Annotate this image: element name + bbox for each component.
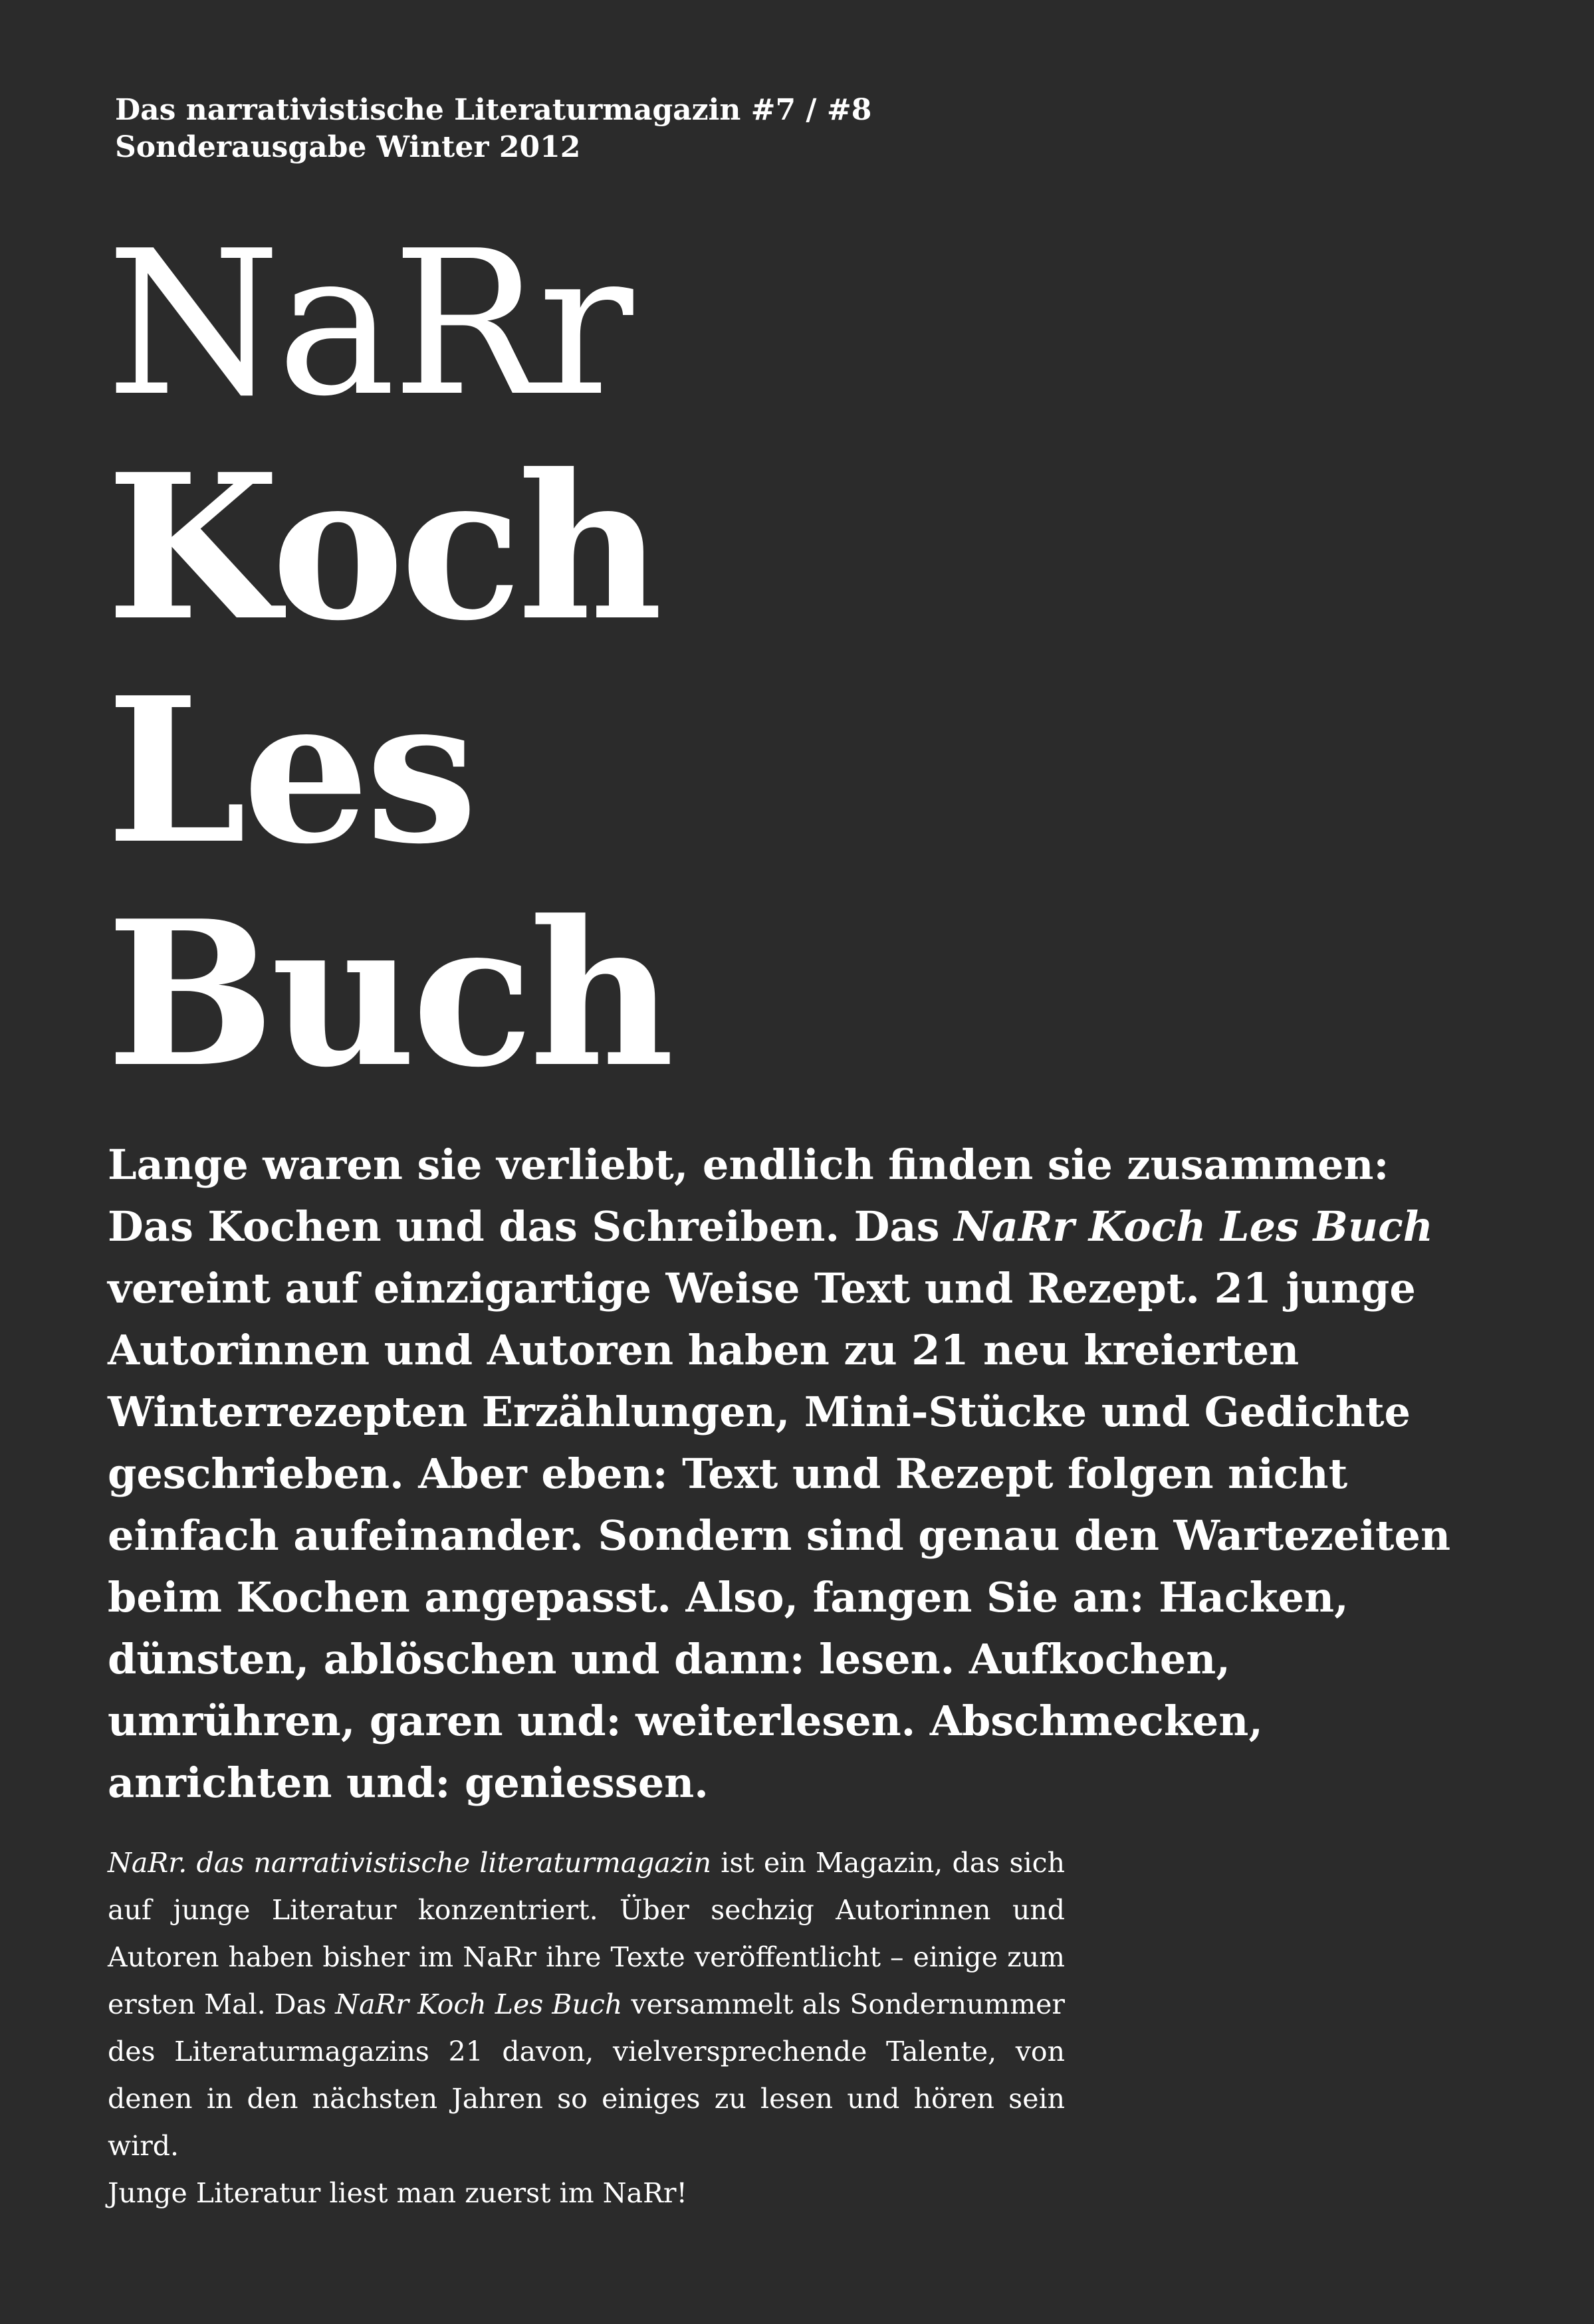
title-line-koch: Koch (106, 430, 659, 665)
lead-part-2: vereint auf einzigartige Weise Text und Rezept. 21 junge Autorinnen und Autoren haben zu 21 neu kreierten Winterrezepten Erzählungen, Mini-Stücke und Gedichte geschrieben. Aber eben: Text und Rezept folgen nicht einfach aufeinander. Sondern sind genau den Wartezeiten beim Kochen angepasst. Also, fangen Sie an: Hacken, dünsten, ablöschen und dann: lesen. Aufkochen, umrühren, garen und: weiterlesen. Abschmecken, anrichten und: geniessen. (108, 1264, 1451, 1807)
title-line-narr: NaRr (106, 208, 629, 440)
description-book-title: NaRr Koch Les Buch (335, 1988, 623, 2020)
description-magazine-name: NaRr. das narrativistische literaturmagazin (108, 1847, 711, 1879)
lead-paragraph (108, 1134, 1477, 1814)
description-text (108, 1840, 1065, 2170)
magazine-subtitle: Das narrativistische Literaturmagazin #7 / #8 (115, 93, 872, 127)
edition-label: Sonderausgabe Winter 2012 (115, 130, 581, 164)
lead-text (108, 1134, 1477, 1814)
lead-part-1: Lange waren sie verliebt, endlich finden sie zusammen: Das Kochen und das Schreiben. Das (108, 1140, 1389, 1251)
description-part-2: versammelt als Sondernummer des Literaturmagazins 21 davon, vielversprechende Talente, von denen in den nächsten Jahren so einiges zu lesen und hören sein wird. (108, 1988, 1066, 2162)
description-paragraph (108, 1840, 1065, 2217)
description-part-1: ist ein Magazin, das sich auf junge Literatur konzentriert. Über sechzig Autorinnen und Autoren haben bisher im NaRr ihre Texte veröffentlicht – einige zum ersten Mal. Das (108, 1847, 1065, 2020)
title-line-les: Les (106, 653, 474, 888)
closing-line: Junge Literatur liest man zuerst im NaRr! (108, 2177, 687, 2209)
lead-book-title: NaRr Koch Les Buch (954, 1202, 1433, 1251)
cover-header (115, 92, 1112, 166)
title-line-buch: Buch (106, 877, 671, 1111)
book-title (106, 208, 1170, 1111)
